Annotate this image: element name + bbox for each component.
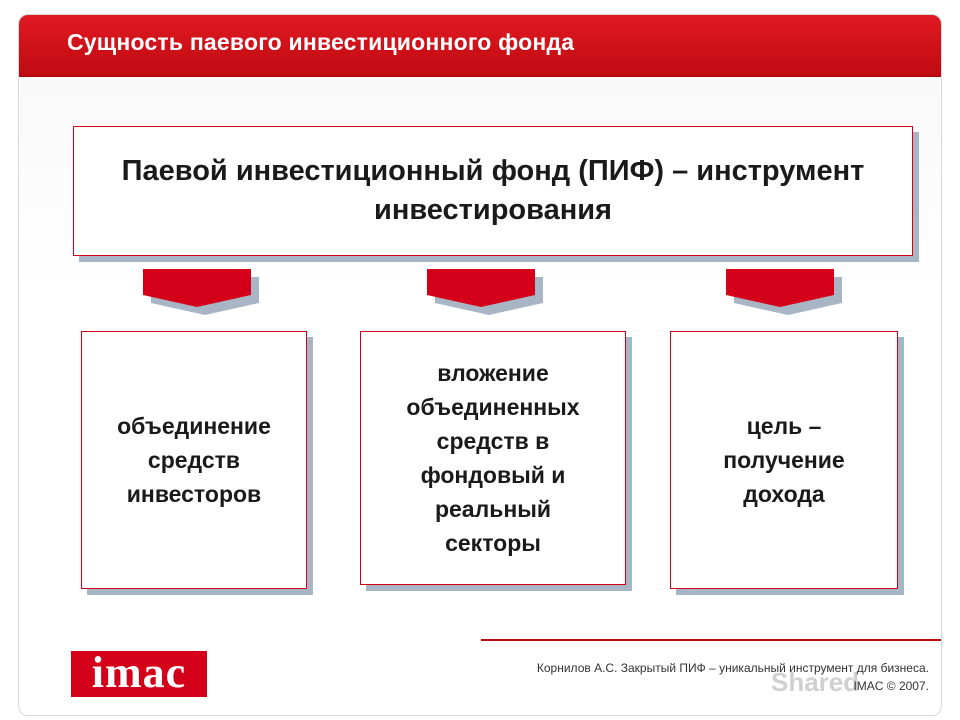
footer-credit: [537, 659, 929, 695]
imac-logo: imac: [71, 651, 207, 697]
box-investing-funds-text: вложение объединенных средств в фондовый и реальный секторы: [406, 360, 580, 556]
box-pooling-funds: [81, 331, 307, 589]
footer-divider: [481, 639, 941, 641]
header-bar: [19, 15, 941, 77]
main-definition-box: [73, 126, 913, 256]
down-arrow-icon: [726, 269, 842, 315]
box-goal-income-text: цель – получение дохода: [723, 413, 845, 507]
box-investing-funds: [360, 331, 626, 585]
box-pooling-funds-text: объединение средств инвесторов: [117, 413, 271, 507]
down-arrow-icon: [143, 269, 259, 315]
down-arrow-icon: [427, 269, 543, 315]
watermark: Shared: [771, 667, 860, 697]
footer-credit-line2: IMAC © 2007.: [853, 679, 929, 693]
slide-title: Сущность паевого инвестиционного фонда: [67, 29, 575, 55]
slide-frame: [18, 14, 942, 716]
box-goal-income: [670, 331, 898, 589]
footer-credit-line1: Корнилов А.С. Закрытый ПИФ – уникальный инструмент для бизнеса.: [536, 661, 929, 675]
main-definition-text: Паевой инвестиционный фонд (ПИФ) – инструмент инвестирования: [121, 155, 865, 226]
